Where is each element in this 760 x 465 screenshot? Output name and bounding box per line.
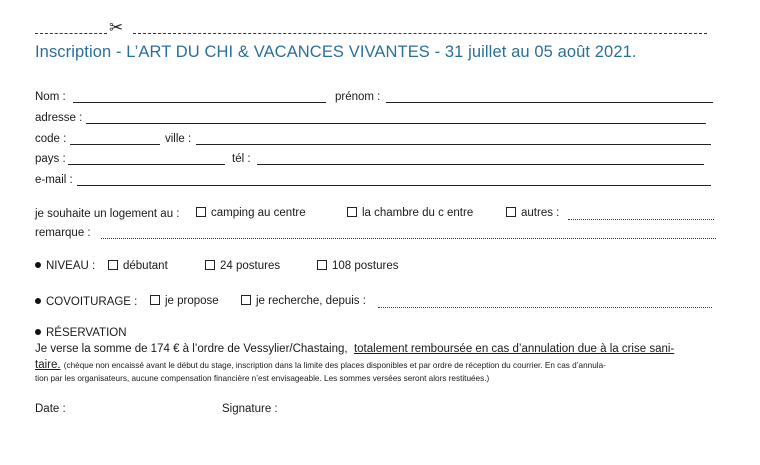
cut-line (35, 18, 707, 38)
option-autres[interactable]: autres : (506, 207, 559, 219)
code-field[interactable] (70, 144, 160, 145)
adresse-field[interactable] (86, 123, 706, 124)
email-label: e-mail : (35, 174, 73, 186)
option-24-postures[interactable]: 24 postures (205, 260, 280, 272)
covoiturage-label: COVOITURAGE : (35, 296, 137, 308)
nom-field[interactable] (73, 102, 326, 103)
option-108-postures[interactable]: 108 postures (317, 260, 399, 272)
email-field[interactable] (77, 185, 711, 186)
bullet-icon (35, 329, 41, 335)
niveau-label: NIVEAU : (35, 260, 95, 272)
checkbox[interactable] (317, 260, 327, 270)
option-je-propose[interactable]: je propose (150, 295, 219, 307)
checkbox[interactable] (108, 260, 118, 270)
reservation-heading: RÉSERVATION (35, 327, 127, 339)
adresse-label: adresse : (35, 112, 83, 124)
remarque-field[interactable] (101, 238, 716, 239)
signature-label: Signature : (222, 403, 278, 415)
checkbox[interactable] (347, 207, 357, 217)
checkbox[interactable] (506, 207, 516, 217)
checkbox[interactable] (196, 207, 206, 217)
code-label: code : (35, 133, 67, 145)
option-chambre[interactable]: la chambre du c entre (347, 207, 473, 219)
cut-dash-right (133, 33, 707, 34)
nom-label: Nom : (35, 91, 66, 103)
logement-label: je souhaite un logement au : (35, 208, 180, 220)
reservation-line-3: tion par les organisateurs, aucune compensation financière n’est envisageable. Les sommes versées seront alors restituées.) (35, 374, 490, 383)
date-label: Date : (35, 403, 66, 415)
remarque-label: remarque : (35, 227, 91, 239)
bullet-icon (35, 298, 41, 304)
reservation-line-2: taire. (chèque non encaissé avant le début du stage, inscription dans la limite des places disponibles et par ordre de réception du courrier. En cas d’annula- (35, 359, 606, 371)
form-title: Inscription - L’ART DU CHI & VACANCES VIVANTES - 31 juillet au 05 août 2021. (35, 43, 637, 61)
autres-field[interactable] (568, 219, 714, 220)
checkbox[interactable] (205, 260, 215, 270)
reservation-line-1: Je verse la somme de 174 € à l’ordre de Vessylier/Chastaing, totalement remboursée en cas d’annulation due à la crise sani- (35, 343, 675, 355)
option-je-recherche[interactable]: je recherche, depuis : (241, 295, 366, 307)
tel-label: tél : (232, 153, 251, 165)
scissors-icon: ✂ (109, 18, 124, 38)
depuis-field[interactable] (378, 307, 712, 308)
ville-label: ville : (165, 133, 192, 145)
prenom-field[interactable] (386, 102, 713, 103)
tel-field[interactable] (257, 164, 704, 165)
ville-field[interactable] (196, 144, 711, 145)
cut-dash-left (35, 33, 107, 34)
pays-label: pays : (35, 153, 66, 165)
checkbox[interactable] (150, 295, 160, 305)
bullet-icon (35, 262, 41, 268)
prenom-label: prénom : (335, 91, 381, 103)
option-debutant[interactable]: débutant (108, 260, 168, 272)
checkbox[interactable] (241, 295, 251, 305)
pays-field[interactable] (68, 164, 225, 165)
option-camping[interactable]: camping au centre (196, 207, 306, 219)
